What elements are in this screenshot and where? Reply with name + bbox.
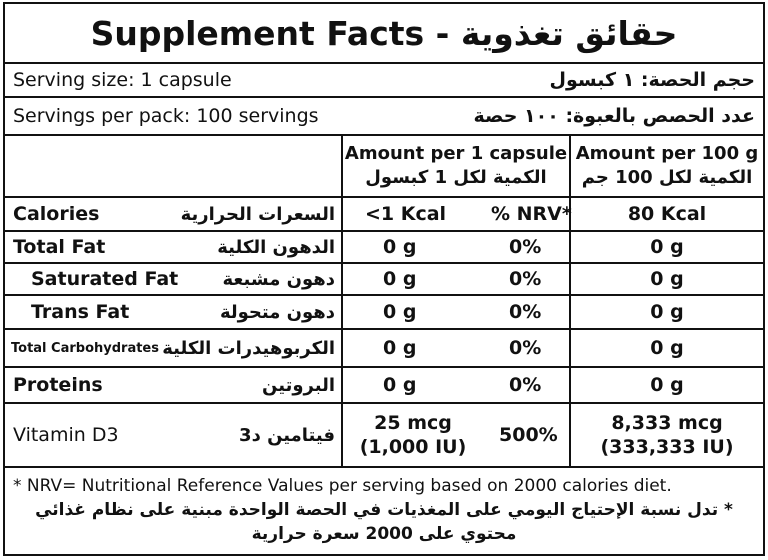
footnote-en: * NRV= Nutritional Reference Values per serving based on 2000 calories diet.: [13, 476, 672, 496]
nutrient-label-ar: البروتين: [262, 374, 335, 396]
calories-per-capsule: <1 Kcal: [365, 203, 447, 225]
vitamin-label-ar: فيتامين د3: [239, 424, 335, 446]
nutrient-per-100g: 0 g: [650, 301, 684, 323]
nutrient-amount: 0 g: [383, 337, 417, 359]
nutrient-row: [5, 264, 763, 296]
servings-per-pack-row: [5, 98, 763, 136]
header-per-100g: [571, 136, 763, 196]
calories-row: [5, 198, 763, 232]
vitamin-nrv: 500%: [499, 424, 558, 446]
nutrient-row: [5, 232, 763, 264]
serving-size-row: [5, 64, 763, 98]
nutrient-label-ar: دهون مشبعة: [222, 268, 335, 290]
vitamin-per-100g-iu: (333,333 IU): [600, 436, 734, 458]
header-per-100g-ar: الكمية لكل 100 جم: [581, 167, 753, 188]
vitamin-per-100g: [571, 404, 763, 466]
vitamin-amount: [353, 404, 473, 466]
nutrient-label-en: Total Carbohydrates: [11, 340, 159, 356]
vitamin-amount-mcg: 25 mcg: [374, 412, 452, 434]
nutrient-amount: 0 g: [383, 301, 417, 323]
nutrient-amount: 0 g: [383, 236, 417, 258]
nutrient-per-100g: 0 g: [650, 337, 684, 359]
nutrient-nrv: 0%: [509, 301, 542, 323]
header-per-capsule-en: Amount per 1 capsule: [344, 143, 568, 164]
calories-per-100g: 80 Kcal: [627, 203, 707, 225]
header-per-100g-en: Amount per 100 g: [575, 143, 759, 164]
nutrient-label-en: Proteins: [13, 374, 103, 396]
serving-size-en: Serving size: 1 capsule: [13, 69, 232, 91]
title-row: [5, 4, 763, 64]
nutrient-row: [5, 296, 763, 330]
column-header-row: [5, 136, 763, 198]
serving-size-ar: حجم الحصة: ١ كبسول: [549, 69, 755, 91]
nutrient-nrv: 0%: [509, 374, 542, 396]
nutrient-label-en: Trans Fat: [31, 301, 130, 323]
footnote-ar-line2: محتوي على 2000 سعرة حرارية: [251, 524, 517, 544]
calories-label-ar: السعرات الحرارية: [180, 203, 335, 225]
nutrient-label-ar: دهون متحولة: [219, 301, 335, 323]
nutrient-label-ar: الكربوهيدرات الكلية: [162, 337, 335, 359]
nutrient-label-en: Total Fat: [13, 236, 106, 258]
supplement-facts-label: [3, 2, 765, 556]
vitamin-per-100g-mcg: 8,333 mcg: [611, 412, 723, 434]
footnote-ar-line1: * تدل نسبة الإحتياج اليومي على المغذيات في الحصة الواحدة مبنية على نظام غذائي: [35, 500, 733, 520]
vitamin-label-en: Vitamin D3: [13, 424, 119, 446]
header-per-capsule: [343, 136, 569, 196]
nrv-header: % NRV*: [491, 203, 572, 225]
nutrient-amount: 0 g: [383, 268, 417, 290]
nutrient-per-100g: 0 g: [650, 268, 684, 290]
footnote: [5, 468, 763, 554]
servings-per-pack-en: Servings per pack: 100 servings: [13, 105, 319, 127]
nutrient-label-en: Saturated Fat: [31, 268, 179, 290]
nutrient-amount: 0 g: [383, 374, 417, 396]
nutrient-nrv: 0%: [509, 337, 542, 359]
calories-label-en: Calories: [13, 203, 100, 225]
vitamin-amount-iu: (1,000 IU): [359, 436, 467, 458]
page-title: Supplement Facts - حقائق تغذوية: [90, 13, 678, 53]
header-per-capsule-ar: الكمية لكل 1 كبسول: [365, 167, 547, 188]
servings-per-pack-ar: عدد الحصص بالعبوة: ١٠٠ حصة: [473, 105, 755, 127]
nutrient-row: [5, 368, 763, 404]
nutrient-label-ar: الدهون الكلية: [217, 236, 335, 258]
nutrient-row: [5, 330, 763, 368]
nutrient-per-100g: 0 g: [650, 374, 684, 396]
nutrient-nrv: 0%: [509, 236, 542, 258]
nutrient-nrv: 0%: [509, 268, 542, 290]
vitamin-d3-row: [5, 404, 763, 468]
nutrient-per-100g: 0 g: [650, 236, 684, 258]
